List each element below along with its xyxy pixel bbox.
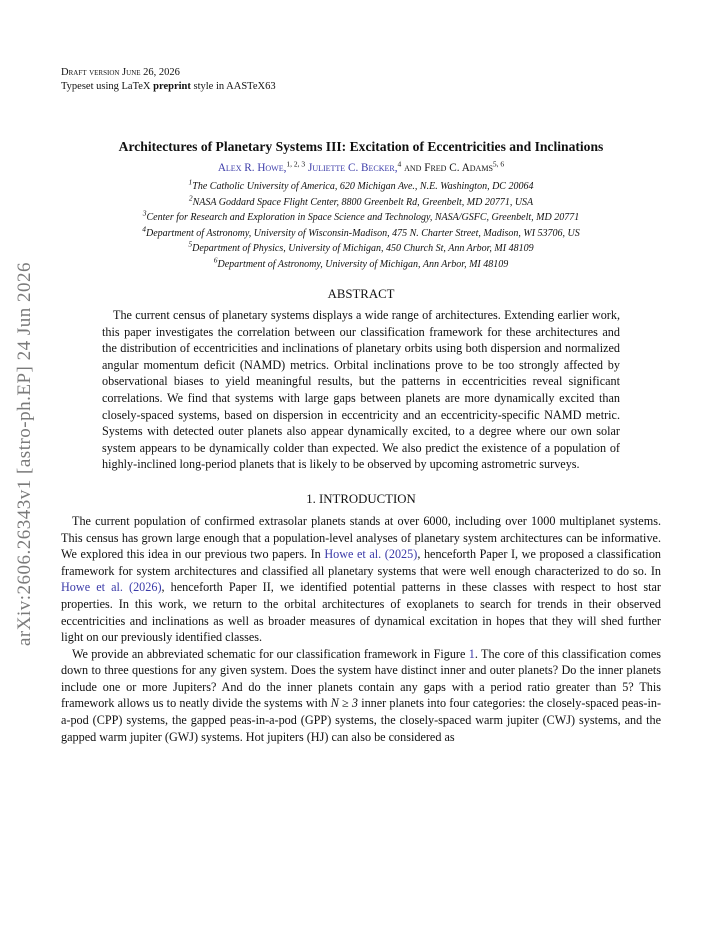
typeset-prefix: Typeset using (61, 81, 122, 92)
affiliation-list (61, 179, 661, 272)
citation-link[interactable]: Howe et al. (2026) (61, 580, 162, 595)
affiliation-number: 6 (213, 255, 218, 265)
author-list (61, 160, 661, 176)
author-link[interactable]: Juliette C. Becker, (307, 162, 398, 174)
typeset-line (61, 80, 661, 94)
arxiv-identifier-stamp: arXiv:2606.26343v1 [astro-ph.EP] 24 Jun 2026 (14, 261, 35, 647)
intro-paragraph-1 (61, 513, 661, 646)
affiliation-marker: 1, 2, 3 (286, 159, 306, 169)
affiliation (61, 257, 661, 273)
affiliation (61, 210, 661, 226)
citation-link[interactable]: Howe et al. (2025) (324, 547, 418, 562)
affiliation-text: Center for Research and Exploration in Space Science and Technology, NASA/GSFC, Greenbelt, MD 20771 (146, 212, 580, 223)
paper-page (61, 66, 661, 745)
draft-version: Draft version June 26, 2026 (61, 67, 180, 78)
affiliation-text: NASA Goddard Space Flight Center, 8800 Greenbelt Rd, Greenbelt, MD 20771, USA (192, 196, 534, 208)
affiliation-text: The Catholic University of America, 620 Michigan Ave., N.E. Washington, DC 20064 (192, 181, 534, 192)
paper-title: Architectures of Planetary Systems III: Excitation of Eccentricities and Inclinations (118, 139, 604, 154)
paragraph-text: inner planets into four categories: the closely-spaced peas-in-a-pod (CPP) systems, the gapped peas-in-a-pod (GPP) systems, the closely-spaced warm jupiter (CWJ) systems, and the gapped warm jupiter (GWJ) systems. Hot jupiters (HJ) can also be considered as (61, 696, 661, 744)
affiliation (61, 179, 661, 195)
affiliation-number: 2 (188, 193, 193, 203)
latex-logo: LaTeX (121, 81, 151, 92)
abstract-heading: ABSTRACT (327, 287, 395, 301)
figure-reference-link[interactable]: 1 (468, 646, 475, 661)
intro-paragraph-2 (61, 646, 661, 746)
typeset-suffix: style in AASTeX63 (190, 81, 276, 92)
affiliation (61, 226, 661, 242)
affiliation-marker: 4 (397, 159, 402, 169)
paragraph-text: We provide an abbreviated schematic for our classification framework in Figure (72, 646, 469, 661)
draft-line (61, 66, 661, 80)
paragraph-text: , henceforth Paper II, we identified potential patterns in these classes with respect to host star properties. In this work, we return to the orbital architectures of exoplanets to search for trends in their observed eccentricities and inclinations as well as broader measures of dynamical excitation in hopes that they will shed further light on our previously identified classes. (61, 580, 661, 645)
affiliation-text: Department of Physics, University of Michigan, 450 Church St, Ann Arbor, MI 48109 (192, 243, 534, 254)
abstract-body: The current census of planetary systems displays a wide range of architectures. Extending earlier work, this paper investigates the correlation between our classification framework for these architectures and the distribution of eccentricities and inclinations of planetary orbits using both dispersion and normalized angular momentum deficit (NAMD) metrics. Orbital inclinations prove to be too strongly affected by observational biases to yield meaningful results, but the patterns in eccentricities reveal significant correlations. We find that systems with large gaps between planets are more dynamically excited than closely-spaced systems, based on dispersion in eccentricity and an eccentricity-specific NAMD metric. Systems with detected outer planets also appear dynamically excited, to a degree where our own solar system appears to be dynamically colder than expected. We also predict the existence of a population of highly-inclined long-period planets that is likely to be observed by upcoming astrometric surveys. (102, 308, 620, 472)
author-conjunction: and (404, 162, 422, 174)
affiliation-number: 1 (188, 177, 193, 187)
inline-math: N ≥ 3 (330, 696, 358, 711)
author-link[interactable]: Alex R. Howe, (217, 162, 287, 174)
affiliation-number: 5 (188, 239, 193, 249)
paragraph-text: The current population of confirmed extrasolar planets stands at over 6000, including over 1000 multiplanet systems. This census has grown large enough that a population-level analyses of planetary system architectures can be informative. We explored this idea in our previous two papers. In (61, 513, 661, 562)
section-heading-introduction: 1. INTRODUCTION (306, 491, 416, 506)
affiliation-number: 3 (142, 208, 147, 218)
affiliation-number: 4 (142, 224, 146, 234)
affiliation-text: Department of Astronomy, University of Michigan, Ann Arbor, MI 48109 (217, 258, 509, 270)
author-name: Fred C. Adams (424, 162, 493, 174)
affiliation-text: Department of Astronomy, University of Wisconsin-Madison, 475 N. Charter Street, Madison, WI 53706, US (145, 227, 580, 239)
affiliation (61, 241, 661, 257)
typeset-style: preprint (153, 81, 191, 92)
paragraph-text: , henceforth Paper I, we proposed a classification framework for system architectures and classified all planetary systems that were well enough characterized to do so. In (61, 547, 662, 578)
affiliation-marker: 5, 6 (492, 159, 505, 169)
paragraph-text: . The core of this classification comes down to three questions for any given system. Does the system have distinct inner and outer planets? Do the inner planets include one or more Jupiters? And do the inner planets contain any gaps with a period ratio greater than 5? This framework allows us to neatly divide the systems with (61, 646, 661, 711)
affiliation (61, 195, 661, 211)
